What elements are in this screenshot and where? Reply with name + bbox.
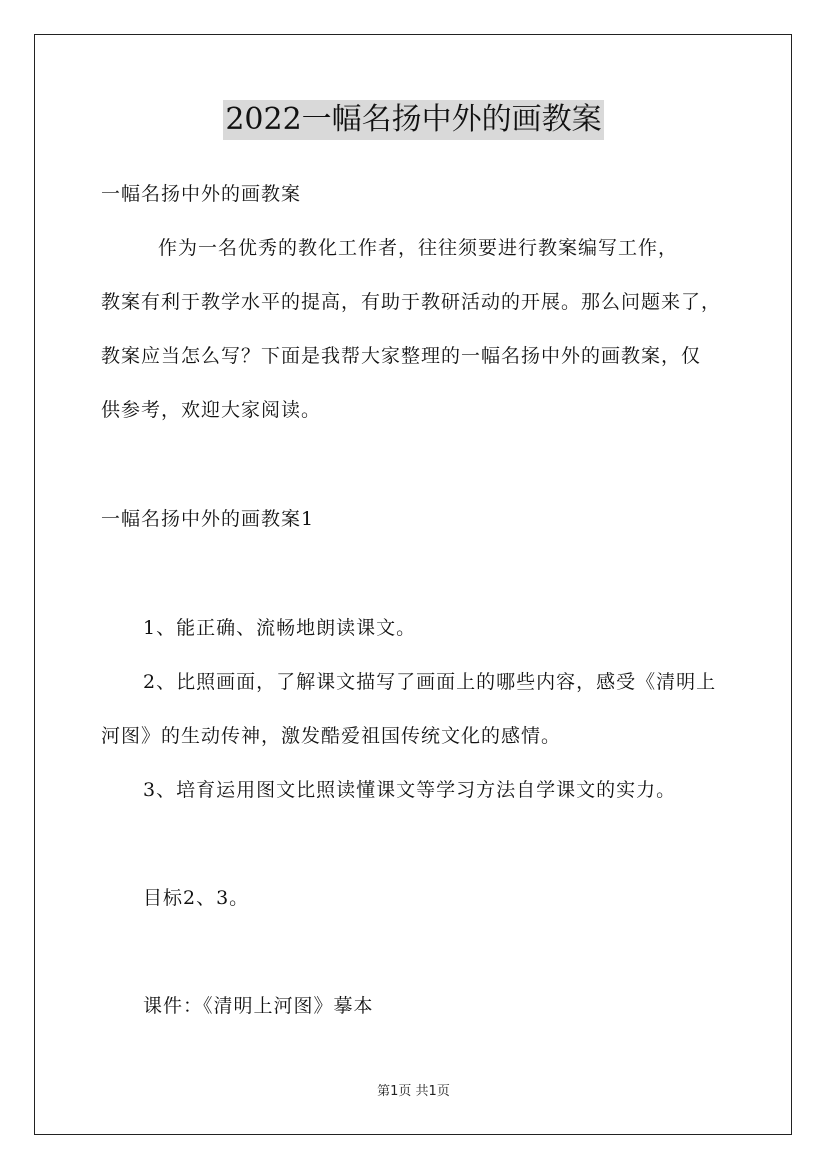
objective-item-3: 3、培育运用图文比照读懂课文等学习方法自学课文的实力。 (143, 779, 677, 801)
objective-item-2-line-1: 2、比照画面，了解课文描写了画面上的哪些内容，感受《清明上 (143, 671, 717, 693)
intro-line-2: 教案有利于教学水平的提高，有助于教研活动的开展。那么问题来了， (101, 291, 722, 313)
intro-line-1: 作为一名优秀的教化工作者，往往须要进行教案编写工作， (158, 237, 679, 259)
objective-item-1: 1、能正确、流畅地朗读课文。 (143, 617, 417, 639)
goal-text: 目标2、3。 (143, 887, 250, 909)
courseware-text: 课件：《清明上河图》摹本 (143, 995, 374, 1017)
title-container (0, 100, 827, 140)
objective-item-2-line-2: 河图》的生动传神，激发酷爱祖国传统文化的感情。 (101, 725, 562, 747)
page-footer: 第1页 共1页 (377, 1084, 450, 1099)
section-heading: 一幅名扬中外的画教案1 (101, 508, 315, 530)
intro-line-4: 供参考，欢迎大家阅读。 (101, 399, 322, 421)
document-subtitle: 一幅名扬中外的画教案 (101, 183, 302, 205)
intro-line-3: 教案应当怎么写？下面是我帮大家整理的一幅名扬中外的画教案，仅 (101, 345, 702, 367)
document-title: 2022一幅名扬中外的画教案 (223, 100, 603, 140)
